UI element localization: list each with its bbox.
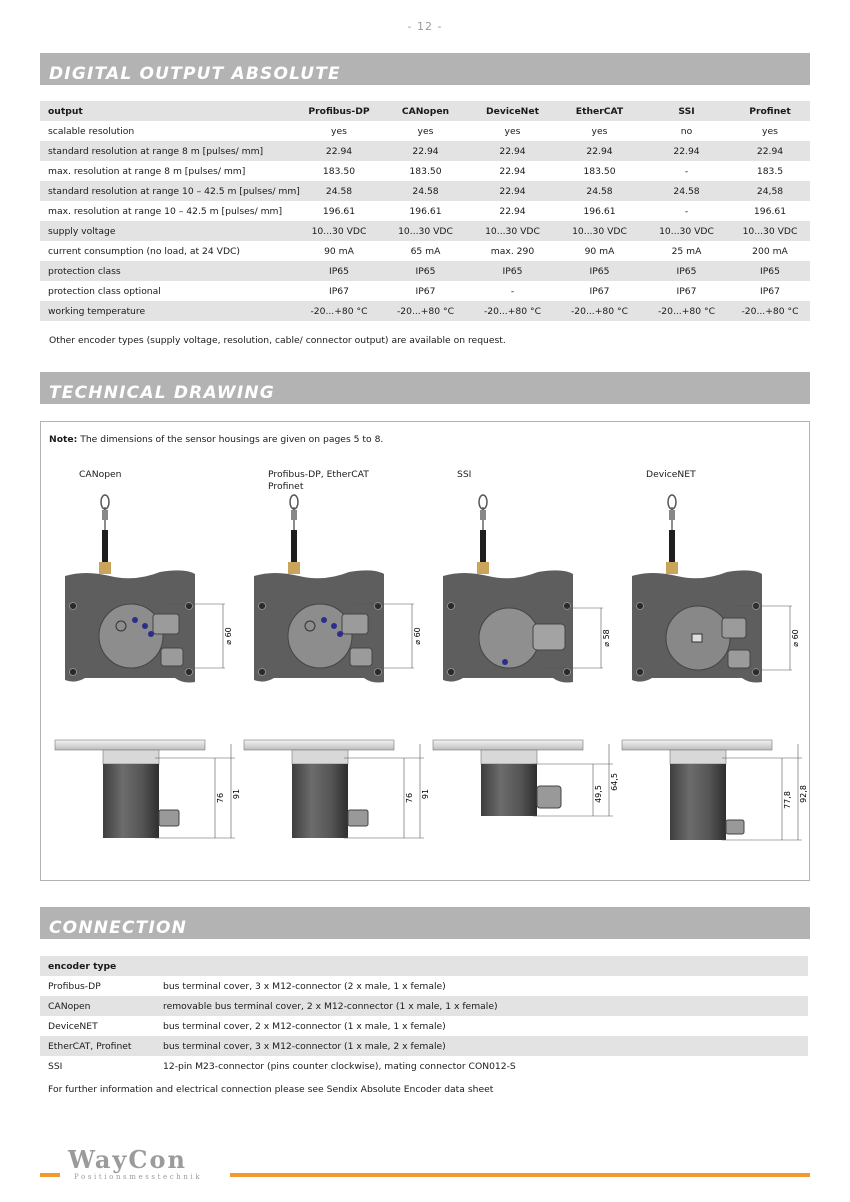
table-cell: -: [684, 165, 689, 177]
table-header-row: [40, 956, 808, 976]
table-cell: 22.94: [499, 205, 526, 217]
connection-description: 12-pin M23-connector (pins counter clockwise), mating connector CON012-S: [163, 1060, 516, 1072]
table-row: [40, 241, 810, 261]
table-row: [40, 996, 808, 1016]
table-cell: IP65: [760, 265, 780, 277]
row-label: current consumption (no load, at 24 VDC): [48, 245, 241, 257]
table-cell: 183.50: [322, 165, 356, 177]
technical-drawing-box: [40, 421, 810, 881]
connection-description: bus terminal cover, 3 x M12-connector (1 x male, 2 x female): [163, 1040, 446, 1052]
table-cell: -20...+80 °C: [741, 305, 799, 317]
table-cell: 24.58: [412, 185, 439, 197]
row-label: protection class: [48, 265, 121, 277]
table-cell: IP67: [329, 285, 349, 297]
table-cell: -: [510, 285, 515, 297]
housing-front-canopen: [65, 495, 233, 683]
section-title: CONNECTION: [49, 918, 188, 938]
table-cell: 24,58: [756, 185, 784, 197]
table-cell: yes: [504, 125, 521, 137]
dimension-height-total: 91: [421, 788, 430, 800]
table-cell: 65 mA: [410, 245, 441, 257]
table-cell: yes: [331, 125, 347, 137]
connection-description: bus terminal cover, 3 x M12-connector (2 x male, 1 x female): [163, 980, 446, 992]
digital-note: Other encoder types (supply voltage, resolution, cable/ connector output) are available on request.: [49, 335, 506, 346]
table-cell: 22.94: [756, 145, 784, 157]
dimension-diameter: ⌀ 58: [602, 629, 611, 647]
table-cell: IP65: [329, 265, 349, 277]
logo-wordmark: WayCon: [68, 1145, 187, 1174]
table-cell: 10...30 VDC: [572, 225, 627, 237]
dimension-height: 49,5: [594, 785, 603, 803]
table-cell: 22.94: [325, 145, 353, 157]
table-cell: IP65: [589, 265, 610, 277]
table-row: [40, 976, 808, 996]
table-row: [40, 281, 810, 301]
drawing-label-profibus: Profibus-DP, EtherCAT Profinet: [268, 469, 369, 492]
digital-output-table: [40, 101, 810, 321]
housing-side-ssi: [433, 740, 619, 816]
table-cell: IP67: [415, 285, 436, 297]
column-header: encoder type: [48, 960, 117, 972]
table-row: [40, 121, 810, 141]
table-cell: 183.50: [409, 165, 442, 177]
housing-side-profibus: [244, 740, 430, 838]
table-cell: 196.61: [409, 205, 442, 217]
drawing-label-ssi: SSI: [457, 469, 472, 480]
footer-logo: [60, 1145, 230, 1185]
dimension-height: 76: [216, 792, 225, 804]
encoder-type: SSI: [48, 1060, 63, 1072]
table-cell: 22.94: [673, 145, 700, 157]
table-row: [40, 181, 810, 201]
housing-front-profibus: [254, 495, 422, 683]
encoder-type: DeviceNET: [48, 1020, 98, 1032]
housing-side-canopen: [55, 740, 241, 838]
table-cell: 196.61: [322, 205, 356, 217]
table-cell: -20...+80 °C: [657, 305, 716, 317]
table-header-row: [40, 101, 810, 121]
table-cell: -: [684, 205, 689, 217]
column-header: Profinet: [749, 105, 791, 117]
table-cell: 22.94: [499, 165, 526, 177]
table-cell: IP65: [415, 265, 436, 277]
housing-front-ssi: [443, 495, 611, 683]
dimension-height: 77,8: [783, 791, 792, 809]
dimension-height-total: 64,5: [610, 773, 619, 791]
table-cell: 10...30 VDC: [742, 225, 798, 237]
row-label: working temperature: [48, 305, 146, 317]
table-cell: -20...+80 °C: [570, 305, 629, 317]
section-header-connection: [40, 907, 810, 939]
table-cell: IP67: [589, 285, 610, 297]
dimension-diameter: ⌀ 60: [224, 627, 233, 645]
table-cell: 24.58: [325, 185, 353, 197]
row-label: protection class optional: [48, 285, 161, 297]
table-cell: 200 mA: [752, 245, 788, 257]
row-label: max. resolution at range 10 – 42.5 m [pulses/ mm]: [48, 205, 283, 217]
table-cell: IP67: [676, 285, 697, 297]
column-header: Profibus-DP: [308, 105, 370, 117]
table-cell: 10...30 VDC: [485, 225, 540, 237]
table-cell: yes: [591, 125, 608, 137]
note-text: The dimensions of the sensor housings are given on pages 5 to 8.: [77, 434, 384, 445]
table-cell: -20...+80 °C: [483, 305, 542, 317]
table-cell: IP65: [676, 265, 697, 277]
connection-table: [40, 956, 808, 1076]
dimension-diameter: ⌀ 60: [791, 629, 800, 647]
section-header-technical-drawing: [40, 372, 810, 404]
row-label: max. resolution at range 8 m [pulses/ mm]: [48, 165, 246, 177]
section-title: DIGITAL OUTPUT ABSOLUTE: [49, 64, 341, 84]
drawing-label-devicenet: DeviceNET: [646, 469, 696, 480]
drawing-label-canopen: CANopen: [79, 469, 122, 480]
table-cell: 90 mA: [584, 245, 615, 257]
note-label: Note:: [49, 434, 78, 445]
table-cell: 10...30 VDC: [398, 225, 453, 237]
table-cell: 196.61: [583, 205, 616, 217]
dimension-height-total: 92,8: [799, 785, 808, 803]
table-row: [40, 221, 810, 241]
table-cell: 25 mA: [671, 245, 702, 257]
table-row: [40, 1056, 808, 1076]
technical-drawings: [41, 422, 808, 878]
connection-note: For further information and electrical connection please see Sendix Absolute Encoder data sheet: [48, 1084, 494, 1095]
table-row: [40, 1036, 808, 1056]
connection-description: removable bus terminal cover, 2 x M12-connector (1 x male, 1 x female): [163, 1000, 498, 1012]
dimension-diameter: ⌀ 60: [413, 627, 422, 645]
column-header: output: [48, 105, 83, 117]
row-label: scalable resolution: [48, 125, 135, 137]
housing-front-devicenet: [632, 495, 800, 683]
table-row: [40, 261, 810, 281]
column-header: SSI: [678, 105, 695, 117]
table-cell: no: [680, 125, 693, 137]
table-cell: 24.58: [673, 185, 700, 197]
section-title: TECHNICAL DRAWING: [49, 383, 275, 403]
table-row: [40, 161, 810, 181]
housing-side-devicenet: [622, 740, 808, 840]
row-label: standard resolution at range 10 – 42.5 m [pulses/ mm]: [48, 185, 300, 197]
section-header-digital-output: [40, 53, 810, 85]
table-row: [40, 301, 810, 321]
table-cell: IP65: [502, 265, 523, 277]
table-cell: 10...30 VDC: [311, 225, 367, 237]
table-row: [40, 1016, 808, 1036]
column-header: DeviceNet: [486, 105, 539, 117]
dimension-height-total: 91: [232, 788, 241, 800]
table-row: [40, 141, 810, 161]
table-cell: -20...+80 °C: [396, 305, 455, 317]
table-cell: 22.94: [586, 145, 613, 157]
column-header: CANopen: [401, 105, 450, 117]
connection-description: bus terminal cover, 2 x M12-connector (1 x male, 1 x female): [163, 1020, 446, 1032]
logo-tagline: Positionsmesstechnik: [74, 1173, 203, 1181]
table-cell: IP67: [760, 285, 780, 297]
table-cell: -20...+80 °C: [310, 305, 368, 317]
table-cell: 24.58: [586, 185, 613, 197]
encoder-type: Profibus-DP: [48, 980, 101, 992]
encoder-type: EtherCAT, Profinet: [48, 1040, 132, 1052]
dimension-height: 76: [405, 792, 414, 804]
table-cell: 22.94: [499, 145, 526, 157]
row-label: supply voltage: [48, 225, 116, 237]
table-cell: yes: [417, 125, 434, 137]
table-cell: 183.50: [583, 165, 616, 177]
table-row: [40, 201, 810, 221]
table-cell: 196.61: [753, 205, 787, 217]
table-cell: 10...30 VDC: [659, 225, 714, 237]
table-cell: max. 290: [490, 245, 535, 257]
page-number: - 12 -: [407, 20, 443, 33]
column-header: EtherCAT: [575, 105, 624, 117]
row-label: standard resolution at range 8 m [pulses/ mm]: [48, 145, 264, 157]
table-cell: yes: [762, 125, 778, 137]
table-cell: 22.94: [499, 185, 526, 197]
table-cell: 183.5: [756, 165, 784, 177]
table-cell: 22.94: [412, 145, 439, 157]
table-cell: 90 mA: [324, 245, 354, 257]
encoder-type: CANopen: [48, 1000, 91, 1012]
